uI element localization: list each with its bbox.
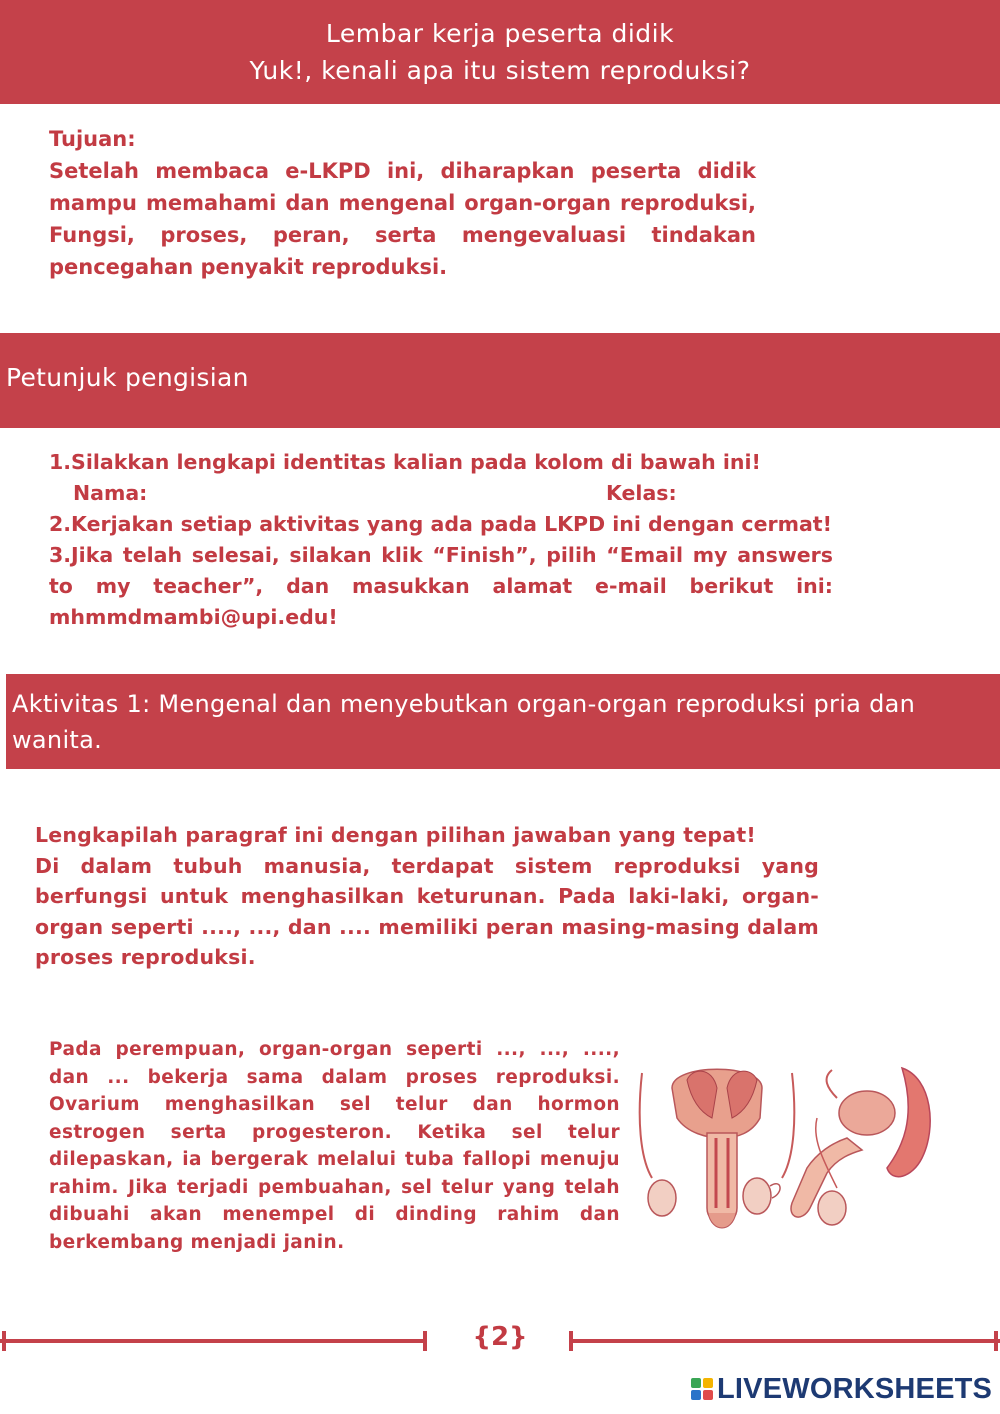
footer-divider-right-start-tick (569, 1331, 573, 1351)
footer-divider-left-end-tick (423, 1331, 427, 1351)
footer-divider-right-end-tick (994, 1331, 998, 1351)
step-2: 2.Kerjakan setiap aktivitas yang ada pada LKPD ini dengan cermat! (49, 512, 832, 536)
footer-divider-left-start-tick (2, 1331, 6, 1351)
header-title: Lembar kerja peserta didik (325, 19, 675, 48)
nama-label: Nama: (73, 481, 148, 505)
kelas-label: Kelas: (606, 481, 677, 505)
aktivitas-instruction: Lengkapilah paragraf ini dengan pilihan jawaban yang tepat! (35, 823, 756, 847)
petunjuk-header (0, 333, 1000, 428)
aktivitas-1-title: Aktivitas 1: Mengenal dan menyebutkan organ-organ reproduksi pria dan wanita. (12, 690, 916, 754)
tujuan-text: Setelah membaca e-LKPD ini, diharapkan peserta didik mampu memahami dan mengenal organ-organ reproduksi, Fungsi, proses, peran, serta mengevaluasi tindakan pencegahan penyakit reproduksi. (49, 159, 756, 279)
aktivitas-1-header (6, 674, 1000, 769)
aktivitas-1-male-block (35, 820, 819, 973)
tujuan-section (49, 123, 756, 283)
footer-divider-right (569, 1339, 1000, 1343)
liveworksheets-logo[interactable] (691, 1372, 992, 1406)
paragraph-male: Di dalam tubuh manusia, terdapat sistem reproduksi yang berfungsi untuk menghasilkan keturunan. Pada laki-laki, organ-organ seperti ...., ..., dan .... memiliki peran masing-masing dalam proses reproduksi. (35, 853, 819, 969)
tujuan-heading: Tujuan: (49, 127, 136, 151)
liveworksheets-logo-icon (691, 1378, 713, 1400)
page-number: {2} (472, 1322, 528, 1352)
male-reproductive-system-illustration (632, 1058, 942, 1238)
petunjuk-steps (49, 447, 833, 633)
footer-divider-left (0, 1339, 427, 1343)
step-3: 3.Jika telah selesai, silakan klik “Finish”, pilih “Email my answers to my teacher”, dan masukkan alamat e-mail berikut ini: mhmmdmambi@upi.edu! (49, 543, 833, 629)
side-view-illustration (791, 1068, 930, 1225)
header-subtitle: Yuk!, kenali apa itu sistem reproduksi? (249, 56, 751, 85)
worksheet-header (0, 0, 1000, 104)
identity-row (49, 478, 833, 509)
paragraph-female: Pada perempuan, organ-organ seperti ..., ..., ...., dan ... bekerja sama dalam proses reproduksi. Ovarium menghasilkan sel telur dan hormon estrogen serta progesteron. Ketika sel telur dilepaskan, ia bergerak melalui tuba fallopi menuju rahim. Jika terjadi pembuahan, sel telur yang telah dibuahi akan menempel di dinding rahim dan berkembang menjadi janin. (49, 1039, 620, 1253)
liveworksheets-brand-text: LIVEWORKSHEETS (717, 1372, 993, 1405)
petunjuk-title: Petunjuk pengisian (6, 363, 249, 392)
step-1: 1.Silakkan lengkapi identitas kalian pada kolom di bawah ini! (49, 450, 761, 474)
front-view-illustration (640, 1069, 795, 1228)
